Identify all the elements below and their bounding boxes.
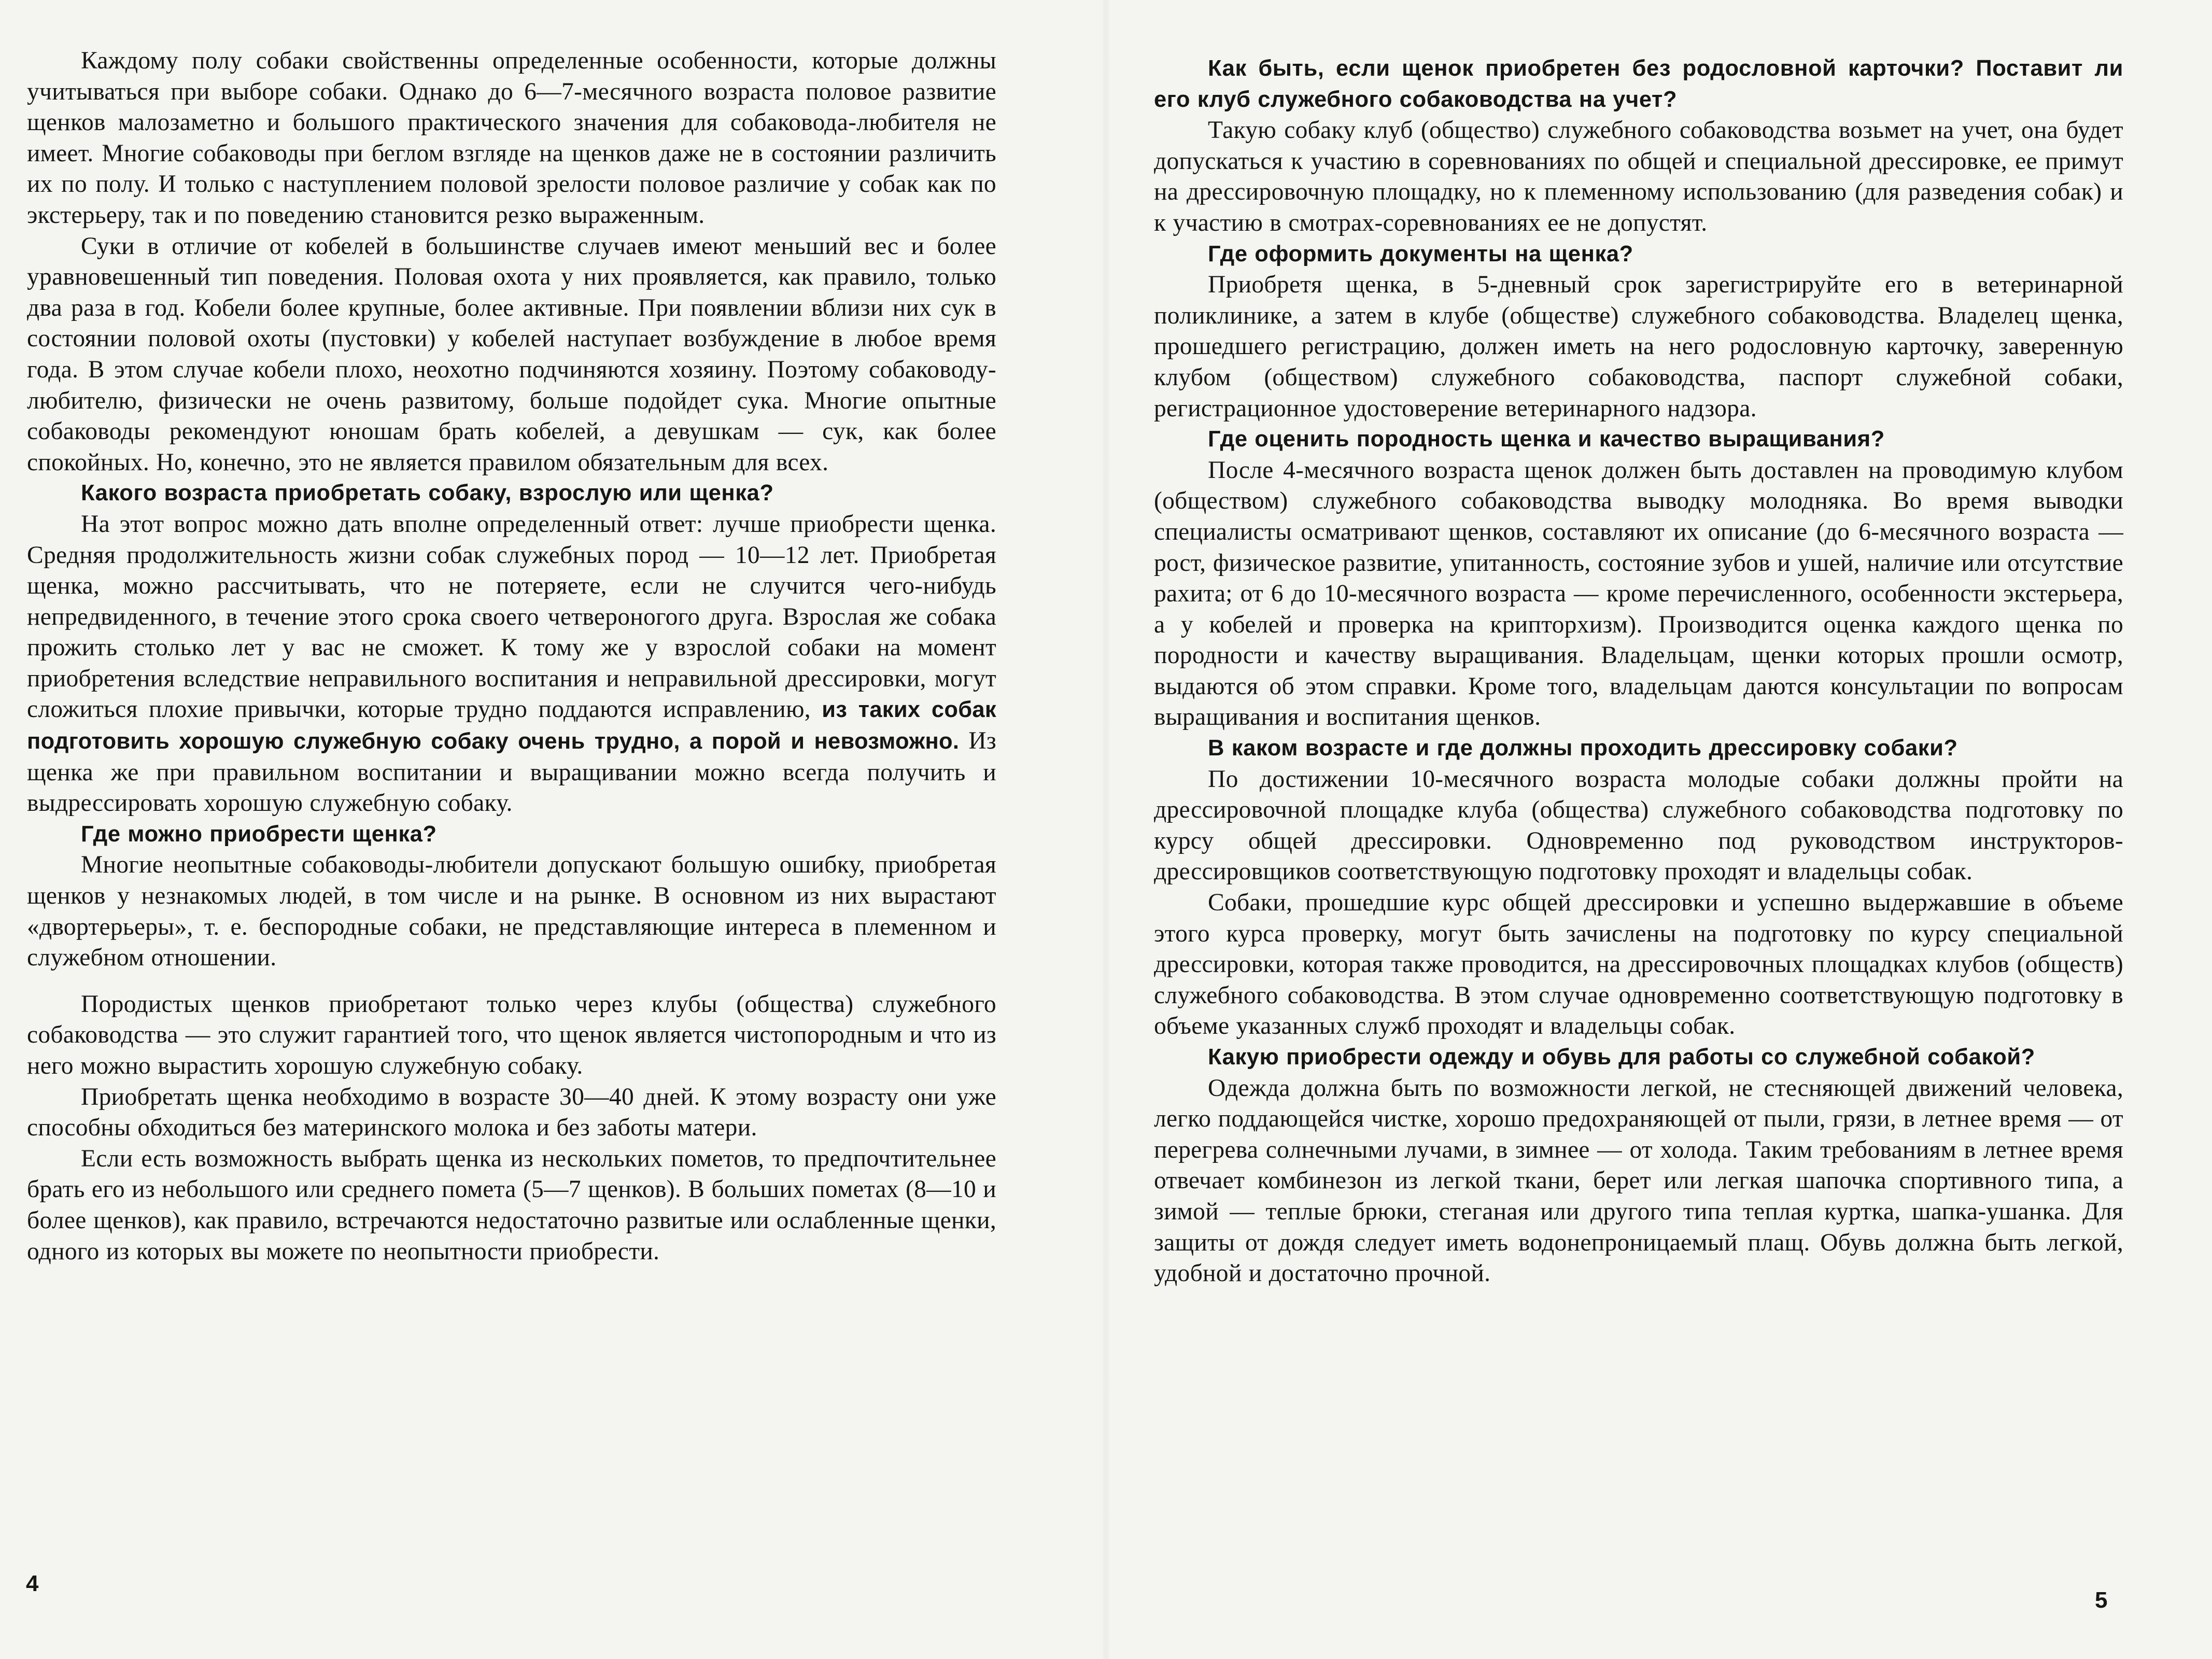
paragraph: Такую собаку клуб (общество) служебного собаководства возьмет на учет, она будет допускаться к участию в соревнованиях по общей и специальной дрессировке, ее примут на дрессировочную площадку, но к племенному использованию (для разведения собак) и к участию в смотрах-соревнованиях ее не допустят. — [1154, 117, 2123, 236]
paragraph: Многие неопытные собаководы-любители допускают большую ошибку, приобретая щенков у незнакомых людей, в том числе и на рынке. В основном из них вырастают «двортерьеры», т. е. беспородные собаки, не представляющие интереса в племенном и служебном отношении. — [27, 851, 996, 972]
page-number: 5 — [2095, 1587, 2108, 1613]
paragraph: Приобретя щенка, в 5-дневный срок зарегистрируйте его в ветеринарной поликлинике, а затем в клубе (обществе) служебного собаководства. Владелец щенка, прошедшего регистрацию, должен иметь на него родословную карточку, заверенную клубом (обществом) служебного собаководства, паспорт служебной собаки, регистрационное удостоверение ветеринарного надзора. — [1154, 271, 2123, 422]
question-heading: Какую приобрести одежду и обувь для работы со служебной собакой? — [1208, 1045, 2035, 1070]
question-heading: Как быть, если щенок приобретен без родословной карточки? Поставит ли его клуб служебного собаководства на учет? — [1154, 56, 2123, 112]
paragraph-text: На этот вопрос можно дать вполне определенный ответ: лучше приобрести щенка. Средняя продолжительность жизни собак служебных пород — 10—12 лет. Приобретая щенка, можно рассчитывать, что не потеряете, если не случится чего-нибудь непредвиденного, в течение этого срока своего четвероногого друга. Взрослая же собака прожить столько лет у вас не сможет. К тому же у взрослой собаки на момент приобретения вследствие неправильного воспитания и неправильной дрессировки, могут сложиться плохие привычки, которые трудно поддаются исправлению, — [27, 510, 996, 723]
paragraph: Одежда должна быть по возможности легкой, не стесняющей движений человека, легко поддающейся чистке, хорошо предохраняющей от пыли, грязи, в летнее время — от перегрева солнечными лучами, в зимнее — от холода. Таким требованиям в летнее время отвечает комбинезон из легкой ткани, берет или легкая шапочка спортивного типа, а зимой — теплые брюки, стеганая или другого типа теплая куртка, шапка-ушанка. Для защиты от дождя следует иметь водонепроницаемый плащ. Обувь должна быть легкой, удобной и достаточно прочной. — [1154, 1074, 2123, 1287]
paragraph: После 4-месячного возраста щенок должен быть доставлен на проводимую клубом (обществом) служебного собаководства выводку молодняка. Во время выводки специалисты осматривают щенков, составляют их описание (до 6-месячного возраста — рост, физическое развитие, упитанность, состояние зубов и ушей, наличие или отсутствие рахита; от 6 до 10-месячного возраста — кроме перечисленного, особенности экстерьера, а у кобелей и проверка на крипторхизм). Производится оценка каждого щенка по породности и качеству выращивания. Владельцам, щенки которых прошли осмотр, выдаются об этом справки. Кроме того, владельцам даются консультации по вопросам выращивания и воспитания щенков. — [1154, 456, 2123, 731]
paragraph: Собаки, прошедшие курс общей дрессировки и успешно выдержавшие в объеме этого курса проверку, могут быть зачислены на подготовку по курсу специальной дрессировки, которая также проводится, на дрессировочных площадках клубов (обществ) служебного собаководства. В этом случае одновременно соответствующую подготовку в объеме указанных служб проходят и владельцы собак. — [1154, 889, 2123, 1040]
question-heading: Где оценить породность щенка и качество выращивания? — [1208, 427, 1885, 452]
paragraph: По достижении 10-месячного возраста молодые собаки должны пройти на дрессировочной площадке клуба (общества) служебного собаководства подготовку по курсу общей дрессировки. Одновременно под руководством инструкторов-дрессировщиков соответствующую подготовку проходят и владельцы собак. — [1154, 765, 2123, 885]
right-page-text — [1154, 53, 2123, 1289]
paragraph: Каждому полу собаки свойственны определенные особенности, которые должны учитываться при выборе собаки. Однако до 6—7-месячного возраста половое развитие щенков малозаметно и большого практического значения для собаковода-любителя не имеет. Многие собаководы при беглом взгляде на щенков даже не в состоянии различить их по полу. И только с наступлением половой зрелости половое различие у собак как по экстерьеру, так и по поведению становится резко выраженным. — [27, 47, 996, 229]
question-heading: Где можно приобрести щенка? — [81, 821, 437, 847]
paragraph-text: Из щенка же при правильном воспитании и выращивании можно всегда получить и выдрессировать хорошую служебную собаку. — [27, 727, 996, 817]
paragraph — [27, 509, 996, 819]
paragraph: Породистых щенков приобретают только через клубы (общества) служебного собаководства — это служит гарантией того, что щенок является чистопородным и что из него можно вырастить хорошую служебную собаку. — [27, 990, 996, 1079]
question-heading: Какого возраста приобретать собаку, взрослую или щенка? — [81, 481, 774, 506]
emphasized-text: из таких собак подготовить хорошую служебную собаку очень трудно, а порой и невозможно. — [27, 697, 996, 754]
paragraph: Если есть возможность выбрать щенка из нескольких пометов, то предпочтительнее брать его из небольшого или среднего помета (5—7 щенков). В больших пометах (8—10 и более щенков), как правило, встречаются недостаточно развитые или ослабленные щенки, одного из которых вы можете по неопытности приобрести. — [27, 1145, 996, 1265]
paragraph: Приобретать щенка необходимо в возрасте 30—40 дней. К этому возрасту они уже способны обходиться без материнского молока и без заботы матери. — [27, 1083, 996, 1142]
question-heading: Где оформить документы на щенка? — [1208, 241, 1633, 266]
right-page — [1106, 0, 2212, 1659]
question-heading: В каком возрасте и где должны проходить дрессировку собаки? — [1208, 736, 1958, 761]
paragraph: Суки в отличие от кобелей в большинстве случаев имеют меньший вес и более уравновешенный тип поведения. Половая охота у них проявляется, как правило, только два раза в год. Кобели более крупные, более активные. При появлении вблизи них сук в состоянии половой охоты (пустовки) у кобелей наступает возбуждение в любое время года. В этом случае кобели плохо, неохотно подчиняются хозяину. Поэтому собаководу-любителю, физически не очень развитому, больше подойдет сука. Многие опытные собаководы рекомендуют юношам брать кобелей, а девушкам — сук, как более спокойных. Но, конечно, это не является правилом обязательным для всех. — [27, 232, 996, 476]
page-number: 4 — [26, 1571, 39, 1596]
left-page-text — [27, 46, 996, 1267]
